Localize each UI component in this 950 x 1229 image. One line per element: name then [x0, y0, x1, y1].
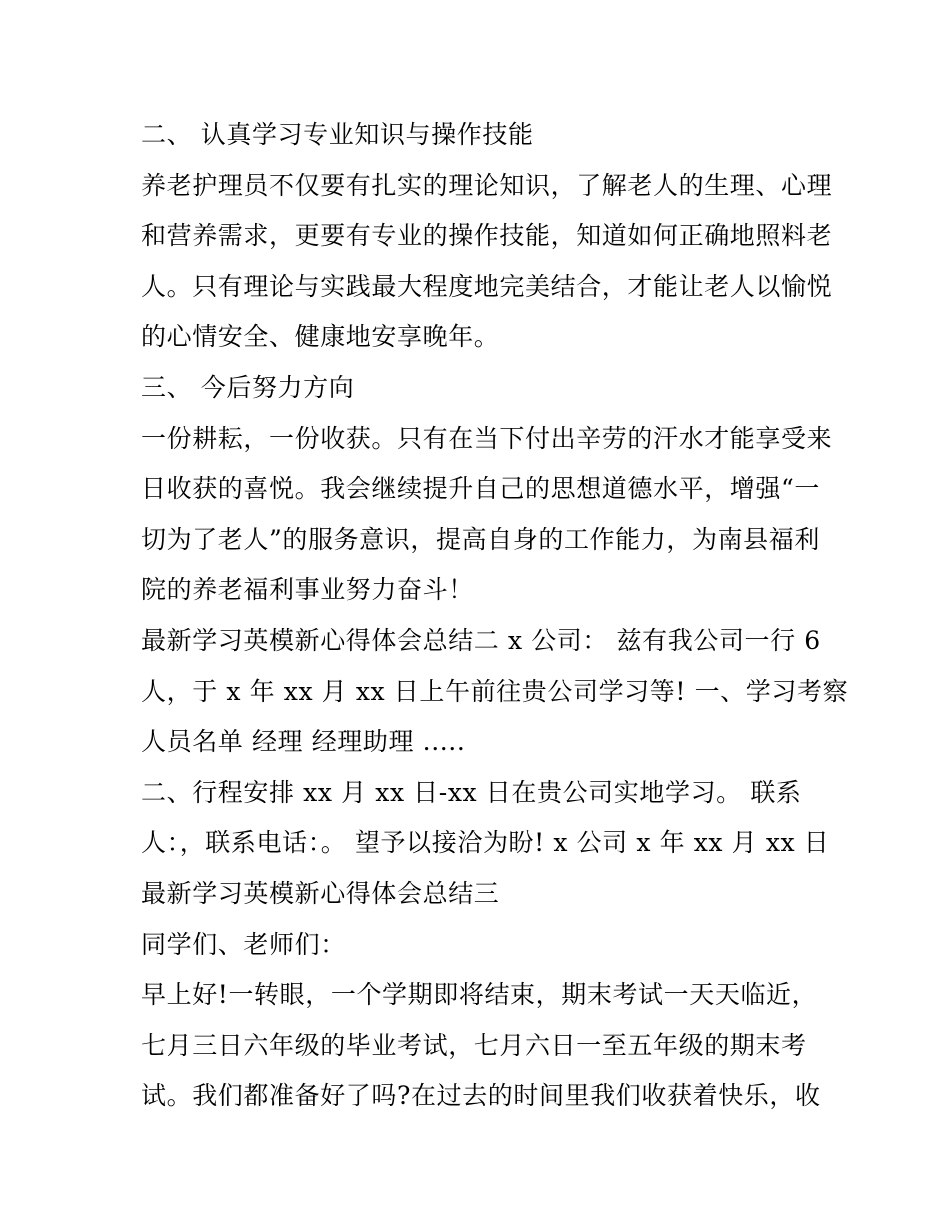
paragraph-line: 最新学习英模新心得体会总结二 x 公司： 兹有我公司一行 6 [141, 625, 821, 655]
paragraph-line: 早上好!一转眼，一个学期即将结束，期末考试一天天临近， [141, 980, 818, 1010]
paragraph-line: 一份耕耘，一份收获。只有在当下付出辛劳的汗水才能享受来 [141, 423, 833, 453]
paragraph-line: 人，于 x 年 xx 月 xx 日上午前往贵公司学习等! 一、学习考察 [141, 676, 849, 706]
paragraph-line: 日收获的喜悦。我会继续提升自己的思想道德水平，增强“一 [141, 474, 820, 504]
section-heading-3: 三、 今后努力方向 [141, 372, 355, 402]
paragraph-line: 的心情安全、健康地安享晚年。 [141, 322, 500, 352]
salutation-line: 同学们、老师们： [141, 929, 346, 959]
paragraph-line: 人员名单 经理 经理助理 ..... [141, 727, 466, 757]
summary-heading-3: 最新学习英模新心得体会总结三 [141, 878, 500, 908]
paragraph-line: 七月三日六年级的毕业考试，七月六日一至五年级的期末考 [141, 1030, 807, 1060]
document-body [141, 110, 849, 1122]
paragraph-line: 试。我们都准备好了吗?在过去的时间里我们收获着快乐，收 [141, 1081, 821, 1111]
paragraph-line: 院的养老福利事业努力奋斗！ [141, 575, 474, 605]
section-heading-2: 二、 认真学习专业知识与操作技能 [141, 120, 534, 149]
paragraph-line: 人：，联系电话：。 望予以接洽为盼! x 公司 x 年 xx 月 xx 日 [141, 828, 830, 858]
paragraph-line: 二、行程安排 xx 月 xx 日-xx 日在贵公司实地学习。 联系 [141, 777, 802, 807]
paragraph-line: 养老护理员不仅要有扎实的理论知识，了解老人的生理、心理 [141, 170, 833, 200]
paragraph-line: 和营养需求，更要有专业的操作技能，知道如何正确地照料老 [141, 221, 833, 251]
paragraph-line: 切为了老人”的服务意识，提高自身的工作能力，为南县福利 [141, 524, 820, 554]
paragraph-line: 人。只有理论与实践最大程度地完美结合，才能让老人以愉悦 [141, 271, 833, 301]
